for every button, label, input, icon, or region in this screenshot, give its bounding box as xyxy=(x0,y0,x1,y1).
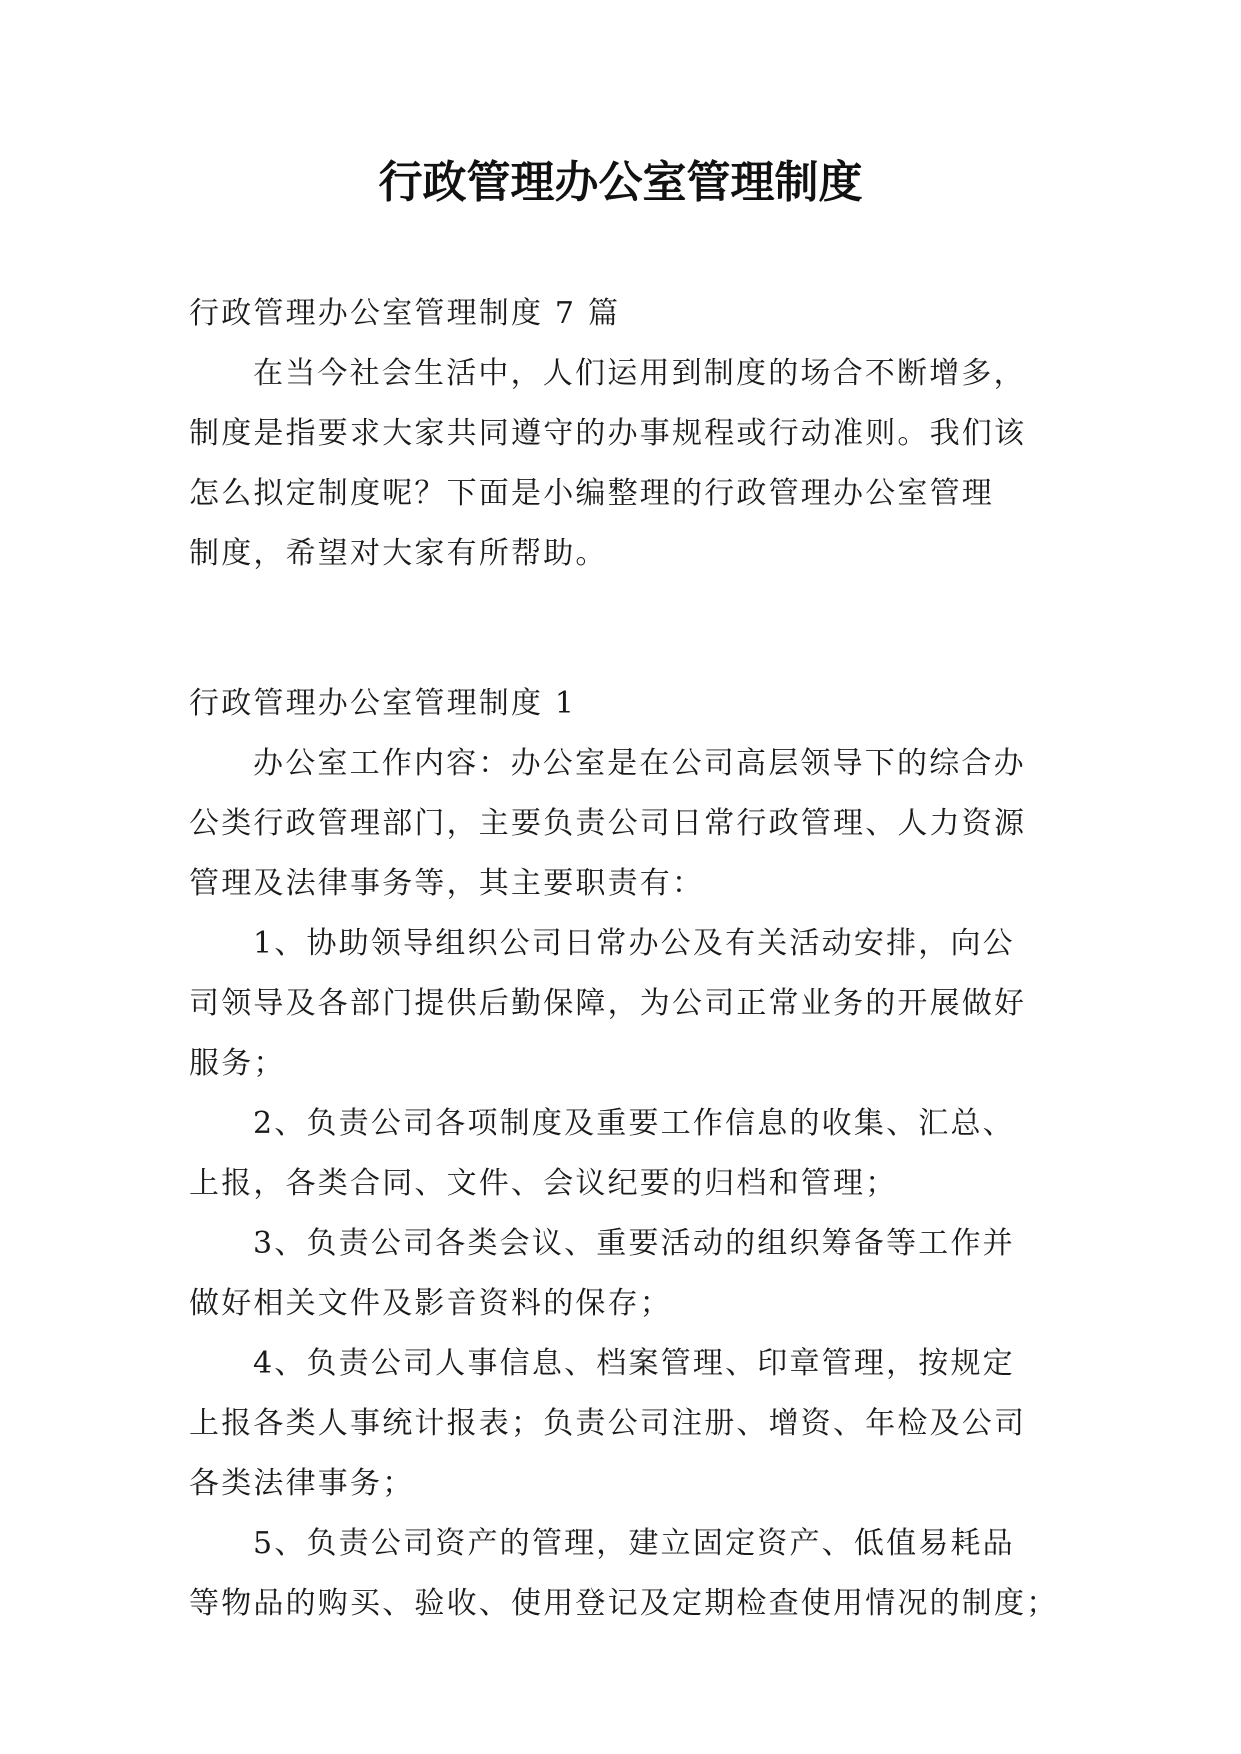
section-spacer xyxy=(189,584,1053,674)
intro-line: 在当今社会生活中，人们运用到制度的场合不断增多， xyxy=(253,356,1026,391)
paragraph-line: 服务； xyxy=(189,1046,286,1081)
intro-line: 制度是指要求大家共同遵守的办事规程或行动准则。我们该 xyxy=(189,416,1027,451)
list-item-4 xyxy=(189,1334,1053,1514)
intro-line: 制度，希望对大家有所帮助。 xyxy=(189,536,608,571)
paragraph-line: 办公室工作内容：办公室是在公司高层领导下的综合办 xyxy=(253,746,1026,781)
paragraph-line: 各类法律事务； xyxy=(189,1466,415,1501)
paragraph-line: 管理及法律事务等，其主要职责有： xyxy=(189,866,705,901)
section-heading: 行政管理办公室管理制度 1 xyxy=(189,686,577,721)
paragraph-line: 公类行政管理部门，主要负责公司日常行政管理、人力资源 xyxy=(189,806,1027,841)
intro-paragraph xyxy=(189,344,1053,584)
list-item-5 xyxy=(189,1514,1059,1634)
list-item-1 xyxy=(189,914,1053,1094)
paragraph-line: 等物品的购买、验收、使用登记及定期检查使用情况的制度； xyxy=(189,1586,1059,1621)
paragraph-line: 4、负责公司人事信息、档案管理、印章管理，按规定 xyxy=(253,1346,1015,1381)
paragraph-line: 上报各类人事统计报表；负责公司注册、增资、年检及公司 xyxy=(189,1406,1027,1441)
list-item-3 xyxy=(189,1214,1053,1334)
paragraph-line: 5、负责公司资产的管理，建立固定资产、低值易耗品 xyxy=(253,1526,1015,1561)
paragraph-line: 3、负责公司各类会议、重要活动的组织筹备等工作并 xyxy=(253,1226,1015,1261)
paragraph-line: 1、协助领导组织公司日常办公及有关活动安排，向公 xyxy=(253,926,1015,961)
paragraph-line: 做好相关文件及影音资料的保存； xyxy=(189,1286,672,1321)
document-subtitle: 行政管理办公室管理制度 7 篇 xyxy=(189,296,621,331)
paragraph-line: 2、负责公司各项制度及重要工作信息的收集、汇总、 xyxy=(253,1106,1015,1141)
paragraph-line: 司领导及各部门提供后勤保障，为公司正常业务的开展做好 xyxy=(189,986,1027,1021)
paragraph-line: 上报，各类合同、文件、会议纪要的归档和管理； xyxy=(189,1166,898,1201)
document-title: 行政管理办公室管理制度 xyxy=(378,157,863,208)
section-paragraph xyxy=(189,734,1053,914)
document-body xyxy=(189,284,1059,1634)
intro-line: 怎么拟定制度呢？下面是小编整理的行政管理办公室管理 xyxy=(189,476,994,511)
list-item-2 xyxy=(189,1094,1053,1214)
